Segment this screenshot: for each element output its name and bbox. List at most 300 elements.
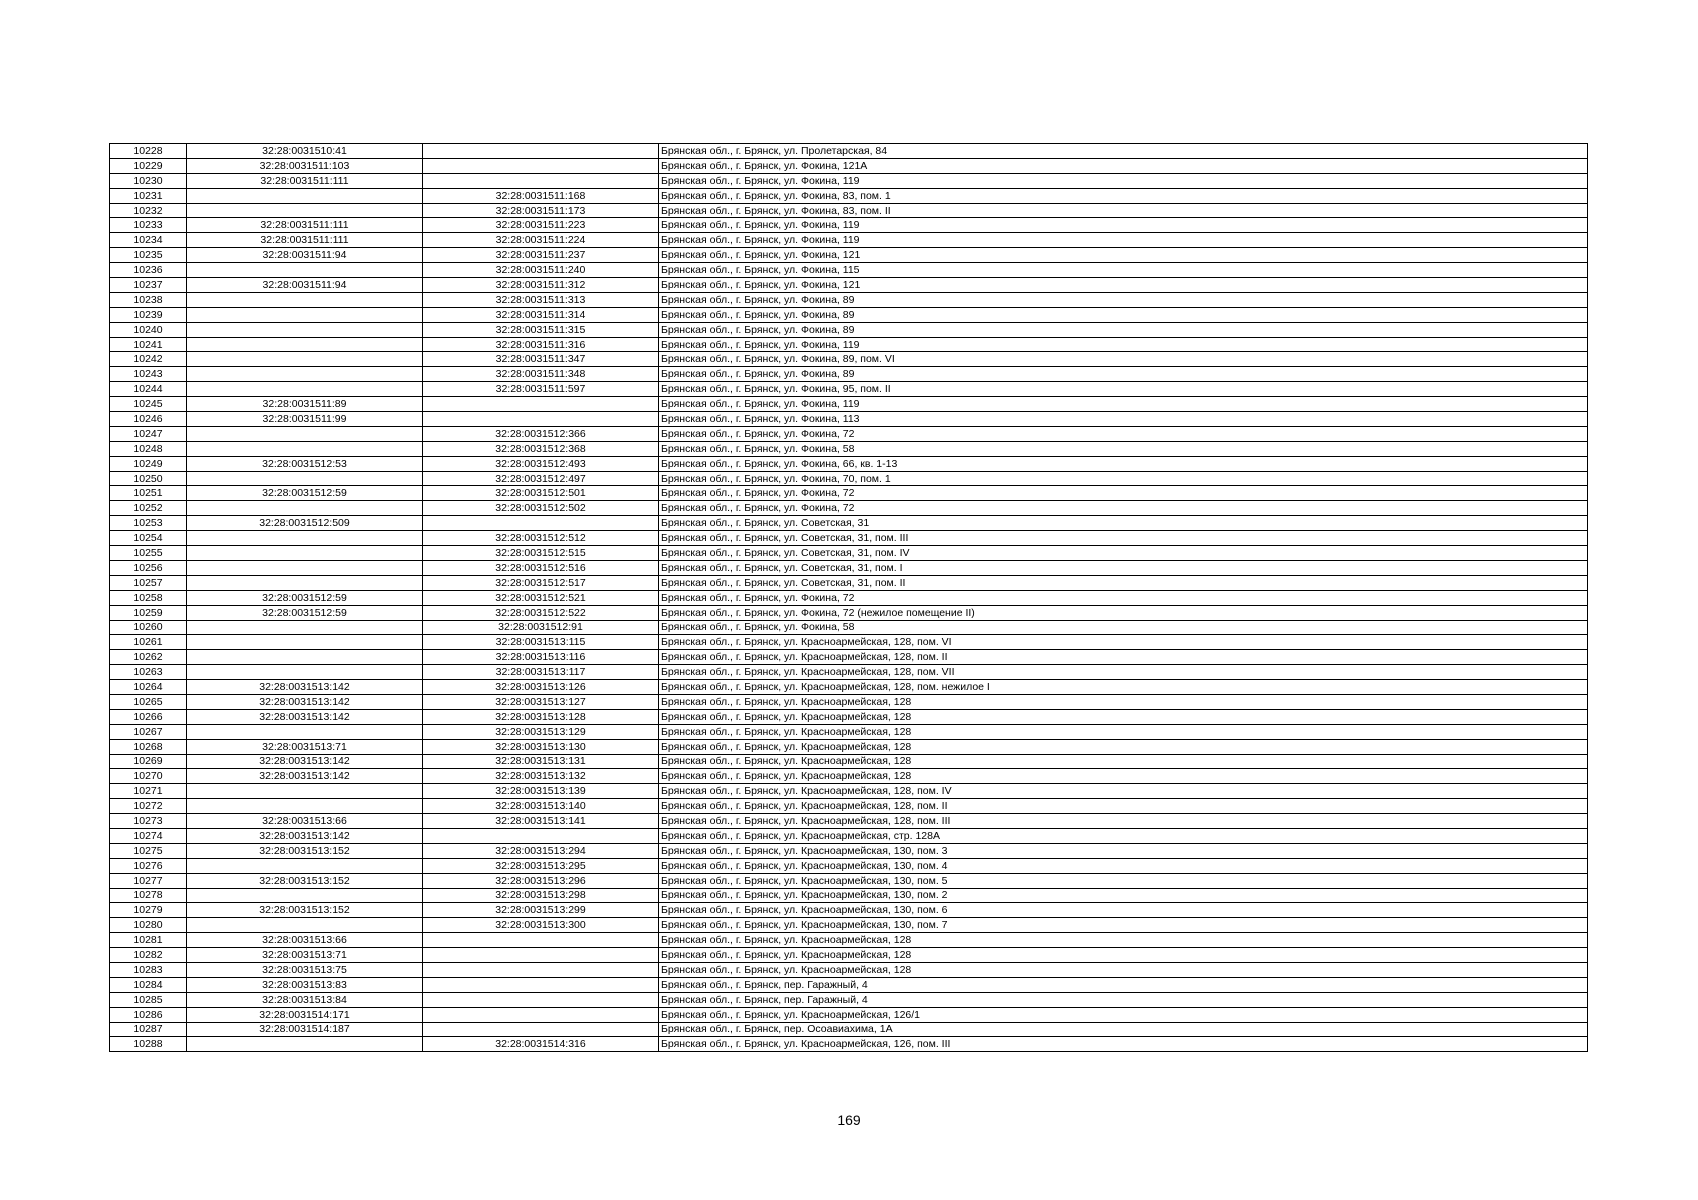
row-number-cell: 10242 [110, 352, 187, 367]
parent-cadastral-number-cell [187, 665, 423, 680]
address-cell: Брянская обл., г. Брянск, ул. Красноармейская, 128 [659, 709, 1588, 724]
table-row [110, 977, 1588, 992]
address-cell: Брянская обл., г. Брянск, ул. Красноармейская, 126, пом. III [659, 1037, 1588, 1052]
address-cell: Брянская обл., г. Брянск, ул. Советская, 31, пом. II [659, 575, 1588, 590]
table-row [110, 382, 1588, 397]
object-cadastral-number-cell: 32:28:0031513:141 [423, 814, 659, 829]
row-number-cell: 10271 [110, 784, 187, 799]
object-cadastral-number-cell [423, 1007, 659, 1022]
table-row [110, 799, 1588, 814]
address-cell: Брянская обл., г. Брянск, ул. Красноармейская, 128, пом. II [659, 799, 1588, 814]
object-cadastral-number-cell: 32:28:0031512:517 [423, 575, 659, 590]
parent-cadastral-number-cell: 32:28:0031513:142 [187, 694, 423, 709]
object-cadastral-number-cell [423, 992, 659, 1007]
address-cell: Брянская обл., г. Брянск, ул. Красноармейская, 128, пом. IV [659, 784, 1588, 799]
object-cadastral-number-cell: 32:28:0031511:316 [423, 337, 659, 352]
row-number-cell: 10259 [110, 605, 187, 620]
address-cell: Брянская обл., г. Брянск, ул. Красноармейская, 130, пом. 5 [659, 873, 1588, 888]
address-cell: Брянская обл., г. Брянск, ул. Красноармейская, 128 [659, 754, 1588, 769]
row-number-cell: 10282 [110, 948, 187, 963]
table-row [110, 814, 1588, 829]
object-cadastral-number-cell: 32:28:0031512:91 [423, 620, 659, 635]
object-cadastral-number-cell: 32:28:0031511:237 [423, 248, 659, 263]
object-cadastral-number-cell: 32:28:0031511:224 [423, 233, 659, 248]
table-row [110, 620, 1588, 635]
object-cadastral-number-cell: 32:28:0031512:497 [423, 471, 659, 486]
row-number-cell: 10234 [110, 233, 187, 248]
address-cell: Брянская обл., г. Брянск, ул. Фокина, 89 [659, 367, 1588, 382]
address-cell: Брянская обл., г. Брянск, пер. Гаражный, 4 [659, 977, 1588, 992]
parent-cadastral-number-cell [187, 337, 423, 352]
object-cadastral-number-cell [423, 828, 659, 843]
address-cell: Брянская обл., г. Брянск, ул. Фокина, 58 [659, 441, 1588, 456]
address-cell: Брянская обл., г. Брянск, ул. Красноармейская, 128 [659, 694, 1588, 709]
parent-cadastral-number-cell [187, 560, 423, 575]
object-cadastral-number-cell [423, 933, 659, 948]
object-cadastral-number-cell: 32:28:0031512:501 [423, 486, 659, 501]
parent-cadastral-number-cell [187, 635, 423, 650]
parent-cadastral-number-cell [187, 322, 423, 337]
address-cell: Брянская обл., г. Брянск, ул. Красноармейская, 130, пом. 4 [659, 858, 1588, 873]
row-number-cell: 10257 [110, 575, 187, 590]
object-cadastral-number-cell: 32:28:0031511:348 [423, 367, 659, 382]
address-cell: Брянская обл., г. Брянск, ул. Красноармейская, 128 [659, 933, 1588, 948]
table-row [110, 918, 1588, 933]
object-cadastral-number-cell: 32:28:0031511:223 [423, 218, 659, 233]
table-row [110, 560, 1588, 575]
row-number-cell: 10243 [110, 367, 187, 382]
row-number-cell: 10286 [110, 1007, 187, 1022]
address-cell: Брянская обл., г. Брянск, ул. Фокина, 89, пом. VI [659, 352, 1588, 367]
object-cadastral-number-cell: 32:28:0031512:493 [423, 456, 659, 471]
table-row [110, 680, 1588, 695]
table-row [110, 367, 1588, 382]
address-cell: Брянская обл., г. Брянск, ул. Советская, 31, пом. IV [659, 546, 1588, 561]
parent-cadastral-number-cell: 32:28:0031512:53 [187, 456, 423, 471]
object-cadastral-number-cell: 32:28:0031513:127 [423, 694, 659, 709]
address-cell: Брянская обл., г. Брянск, ул. Красноармейская, 128 [659, 739, 1588, 754]
table-row [110, 203, 1588, 218]
parent-cadastral-number-cell [187, 471, 423, 486]
table-row [110, 590, 1588, 605]
parent-cadastral-number-cell: 32:28:0031511:103 [187, 158, 423, 173]
table-row [110, 501, 1588, 516]
table-row [110, 665, 1588, 680]
parent-cadastral-number-cell [187, 382, 423, 397]
parent-cadastral-number-cell: 32:28:0031512:59 [187, 486, 423, 501]
table-row [110, 1022, 1588, 1037]
address-cell: Брянская обл., г. Брянск, ул. Фокина, 72 [659, 590, 1588, 605]
table-row [110, 531, 1588, 546]
object-cadastral-number-cell: 32:28:0031511:168 [423, 188, 659, 203]
row-number-cell: 10281 [110, 933, 187, 948]
table-row [110, 218, 1588, 233]
object-cadastral-number-cell: 32:28:0031513:300 [423, 918, 659, 933]
object-cadastral-number-cell: 32:28:0031511:597 [423, 382, 659, 397]
row-number-cell: 10255 [110, 546, 187, 561]
table-row [110, 426, 1588, 441]
table-row [110, 605, 1588, 620]
register-table-body [110, 144, 1588, 1052]
row-number-cell: 10228 [110, 144, 187, 159]
row-number-cell: 10263 [110, 665, 187, 680]
parent-cadastral-number-cell [187, 888, 423, 903]
object-cadastral-number-cell: 32:28:0031513:132 [423, 769, 659, 784]
row-number-cell: 10277 [110, 873, 187, 888]
parent-cadastral-number-cell [187, 784, 423, 799]
table-row [110, 873, 1588, 888]
parent-cadastral-number-cell: 32:28:0031511:99 [187, 412, 423, 427]
parent-cadastral-number-cell [187, 620, 423, 635]
address-cell: Брянская обл., г. Брянск, ул. Фокина, 72 [659, 501, 1588, 516]
object-cadastral-number-cell: 32:28:0031511:173 [423, 203, 659, 218]
row-number-cell: 10272 [110, 799, 187, 814]
object-cadastral-number-cell: 32:28:0031511:315 [423, 322, 659, 337]
address-cell: Брянская обл., г. Брянск, ул. Советская, 31, пом. I [659, 560, 1588, 575]
address-cell: Брянская обл., г. Брянск, ул. Красноармейская, 130, пом. 7 [659, 918, 1588, 933]
object-cadastral-number-cell [423, 173, 659, 188]
address-cell: Брянская обл., г. Брянск, ул. Красноармейская, 130, пом. 6 [659, 903, 1588, 918]
address-cell: Брянская обл., г. Брянск, ул. Фокина, 115 [659, 263, 1588, 278]
row-number-cell: 10273 [110, 814, 187, 829]
object-cadastral-number-cell [423, 948, 659, 963]
table-row [110, 635, 1588, 650]
row-number-cell: 10230 [110, 173, 187, 188]
row-number-cell: 10241 [110, 337, 187, 352]
address-cell: Брянская обл., г. Брянск, ул. Фокина, 72 [659, 486, 1588, 501]
address-cell: Брянская обл., г. Брянск, ул. Фокина, 70, пом. 1 [659, 471, 1588, 486]
row-number-cell: 10275 [110, 843, 187, 858]
parent-cadastral-number-cell: 32:28:0031513:142 [187, 709, 423, 724]
address-cell: Брянская обл., г. Брянск, ул. Красноармейская, 128 [659, 948, 1588, 963]
address-cell: Брянская обл., г. Брянск, ул. Фокина, 119 [659, 218, 1588, 233]
address-cell: Брянская обл., г. Брянск, ул. Фокина, 119 [659, 337, 1588, 352]
object-cadastral-number-cell: 32:28:0031513:299 [423, 903, 659, 918]
table-row [110, 962, 1588, 977]
parent-cadastral-number-cell [187, 203, 423, 218]
row-number-cell: 10260 [110, 620, 187, 635]
row-number-cell: 10247 [110, 426, 187, 441]
object-cadastral-number-cell: 32:28:0031512:368 [423, 441, 659, 456]
page-number: 169 [837, 1112, 861, 1128]
object-cadastral-number-cell: 32:28:0031512:502 [423, 501, 659, 516]
object-cadastral-number-cell [423, 412, 659, 427]
object-cadastral-number-cell: 32:28:0031512:366 [423, 426, 659, 441]
object-cadastral-number-cell: 32:28:0031513:115 [423, 635, 659, 650]
address-cell: Брянская обл., г. Брянск, ул. Советская, 31, пом. III [659, 531, 1588, 546]
row-number-cell: 10270 [110, 769, 187, 784]
parent-cadastral-number-cell [187, 799, 423, 814]
table-row [110, 709, 1588, 724]
parent-cadastral-number-cell [187, 292, 423, 307]
parent-cadastral-number-cell [187, 188, 423, 203]
parent-cadastral-number-cell: 32:28:0031511:111 [187, 218, 423, 233]
parent-cadastral-number-cell [187, 531, 423, 546]
table-row [110, 933, 1588, 948]
table-row [110, 828, 1588, 843]
object-cadastral-number-cell: 32:28:0031511:240 [423, 263, 659, 278]
address-cell: Брянская обл., г. Брянск, ул. Фокина, 58 [659, 620, 1588, 635]
object-cadastral-number-cell: 32:28:0031511:347 [423, 352, 659, 367]
object-cadastral-number-cell: 32:28:0031512:515 [423, 546, 659, 561]
table-row [110, 352, 1588, 367]
address-cell: Брянская обл., г. Брянск, ул. Фокина, 72 [659, 426, 1588, 441]
parent-cadastral-number-cell: 32:28:0031513:84 [187, 992, 423, 1007]
parent-cadastral-number-cell: 32:28:0031514:171 [187, 1007, 423, 1022]
address-cell: Брянская обл., г. Брянск, ул. Красноармейская, 128 [659, 962, 1588, 977]
address-cell: Брянская обл., г. Брянск, ул. Фокина, 121 [659, 248, 1588, 263]
cadastral-register-table [109, 143, 1588, 1052]
table-row [110, 486, 1588, 501]
table-row [110, 888, 1588, 903]
row-number-cell: 10262 [110, 650, 187, 665]
row-number-cell: 10244 [110, 382, 187, 397]
address-cell: Брянская обл., г. Брянск, ул. Фокина, 121А [659, 158, 1588, 173]
row-number-cell: 10256 [110, 560, 187, 575]
parent-cadastral-number-cell: 32:28:0031514:187 [187, 1022, 423, 1037]
object-cadastral-number-cell: 32:28:0031513:128 [423, 709, 659, 724]
address-cell: Брянская обл., г. Брянск, ул. Фокина, 72 (нежилое помещение II) [659, 605, 1588, 620]
object-cadastral-number-cell: 32:28:0031513:139 [423, 784, 659, 799]
table-row [110, 1037, 1588, 1052]
object-cadastral-number-cell: 32:28:0031514:316 [423, 1037, 659, 1052]
parent-cadastral-number-cell [187, 441, 423, 456]
row-number-cell: 10246 [110, 412, 187, 427]
row-number-cell: 10238 [110, 292, 187, 307]
table-row [110, 694, 1588, 709]
object-cadastral-number-cell: 32:28:0031511:312 [423, 278, 659, 293]
address-cell: Брянская обл., г. Брянск, ул. Фокина, 95, пом. II [659, 382, 1588, 397]
row-number-cell: 10245 [110, 397, 187, 412]
row-number-cell: 10231 [110, 188, 187, 203]
object-cadastral-number-cell: 32:28:0031512:521 [423, 590, 659, 605]
parent-cadastral-number-cell [187, 918, 423, 933]
address-cell: Брянская обл., г. Брянск, ул. Фокина, 83, пом. 1 [659, 188, 1588, 203]
parent-cadastral-number-cell [187, 858, 423, 873]
table-row [110, 724, 1588, 739]
parent-cadastral-number-cell: 32:28:0031513:142 [187, 769, 423, 784]
object-cadastral-number-cell: 32:28:0031513:296 [423, 873, 659, 888]
table-row [110, 248, 1588, 263]
parent-cadastral-number-cell: 32:28:0031513:142 [187, 680, 423, 695]
row-number-cell: 10283 [110, 962, 187, 977]
parent-cadastral-number-cell: 32:28:0031512:59 [187, 605, 423, 620]
table-row [110, 322, 1588, 337]
parent-cadastral-number-cell [187, 501, 423, 516]
object-cadastral-number-cell: 32:28:0031512:522 [423, 605, 659, 620]
address-cell: Брянская обл., г. Брянск, ул. Фокина, 89 [659, 292, 1588, 307]
parent-cadastral-number-cell [187, 352, 423, 367]
row-number-cell: 10261 [110, 635, 187, 650]
object-cadastral-number-cell: 32:28:0031513:126 [423, 680, 659, 695]
address-cell: Брянская обл., г. Брянск, ул. Фокина, 119 [659, 397, 1588, 412]
parent-cadastral-number-cell: 32:28:0031511:94 [187, 248, 423, 263]
object-cadastral-number-cell [423, 962, 659, 977]
parent-cadastral-number-cell: 32:28:0031513:66 [187, 814, 423, 829]
object-cadastral-number-cell [423, 158, 659, 173]
table-row [110, 784, 1588, 799]
object-cadastral-number-cell [423, 144, 659, 159]
address-cell: Брянская обл., г. Брянск, ул. Красноармейская, 128, пом. VII [659, 665, 1588, 680]
parent-cadastral-number-cell [187, 367, 423, 382]
object-cadastral-number-cell [423, 397, 659, 412]
row-number-cell: 10240 [110, 322, 187, 337]
object-cadastral-number-cell: 32:28:0031511:314 [423, 307, 659, 322]
object-cadastral-number-cell: 32:28:0031513:295 [423, 858, 659, 873]
parent-cadastral-number-cell: 32:28:0031513:152 [187, 843, 423, 858]
object-cadastral-number-cell: 32:28:0031513:298 [423, 888, 659, 903]
row-number-cell: 10237 [110, 278, 187, 293]
address-cell: Брянская обл., г. Брянск, ул. Красноармейская, 128, пом. VI [659, 635, 1588, 650]
table-row [110, 292, 1588, 307]
object-cadastral-number-cell [423, 1022, 659, 1037]
table-row [110, 1007, 1588, 1022]
row-number-cell: 10280 [110, 918, 187, 933]
table-row [110, 858, 1588, 873]
parent-cadastral-number-cell [187, 575, 423, 590]
row-number-cell: 10267 [110, 724, 187, 739]
table-row [110, 307, 1588, 322]
object-cadastral-number-cell: 32:28:0031513:130 [423, 739, 659, 754]
row-number-cell: 10249 [110, 456, 187, 471]
parent-cadastral-number-cell [187, 724, 423, 739]
address-cell: Брянская обл., г. Брянск, ул. Красноармейская, 128 [659, 769, 1588, 784]
address-cell: Брянская обл., г. Брянск, ул. Пролетарская, 84 [659, 144, 1588, 159]
address-cell: Брянская обл., г. Брянск, ул. Красноармейская, 126/1 [659, 1007, 1588, 1022]
parent-cadastral-number-cell [187, 307, 423, 322]
parent-cadastral-number-cell: 32:28:0031513:152 [187, 903, 423, 918]
row-number-cell: 10229 [110, 158, 187, 173]
table-row [110, 158, 1588, 173]
row-number-cell: 10288 [110, 1037, 187, 1052]
table-row [110, 397, 1588, 412]
object-cadastral-number-cell: 32:28:0031513:116 [423, 650, 659, 665]
row-number-cell: 10253 [110, 516, 187, 531]
row-number-cell: 10279 [110, 903, 187, 918]
table-row [110, 263, 1588, 278]
address-cell: Брянская обл., г. Брянск, ул. Красноармейская, стр. 128А [659, 828, 1588, 843]
row-number-cell: 10251 [110, 486, 187, 501]
parent-cadastral-number-cell: 32:28:0031513:66 [187, 933, 423, 948]
row-number-cell: 10258 [110, 590, 187, 605]
table-row [110, 188, 1588, 203]
table-row [110, 739, 1588, 754]
row-number-cell: 10285 [110, 992, 187, 1007]
parent-cadastral-number-cell [187, 263, 423, 278]
parent-cadastral-number-cell: 32:28:0031512:509 [187, 516, 423, 531]
parent-cadastral-number-cell: 32:28:0031512:59 [187, 590, 423, 605]
parent-cadastral-number-cell: 32:28:0031513:142 [187, 828, 423, 843]
address-cell: Брянская обл., г. Брянск, ул. Красноармейская, 128, пом. II [659, 650, 1588, 665]
object-cadastral-number-cell: 32:28:0031511:313 [423, 292, 659, 307]
address-cell: Брянская обл., г. Брянск, ул. Фокина, 119 [659, 173, 1588, 188]
parent-cadastral-number-cell: 32:28:0031511:89 [187, 397, 423, 412]
parent-cadastral-number-cell [187, 650, 423, 665]
table-row [110, 173, 1588, 188]
address-cell: Брянская обл., г. Брянск, ул. Красноармейская, 130, пом. 2 [659, 888, 1588, 903]
parent-cadastral-number-cell [187, 426, 423, 441]
table-row [110, 471, 1588, 486]
address-cell: Брянская обл., г. Брянск, ул. Красноармейская, 128, пом. III [659, 814, 1588, 829]
parent-cadastral-number-cell: 32:28:0031513:142 [187, 754, 423, 769]
parent-cadastral-number-cell [187, 1037, 423, 1052]
row-number-cell: 10254 [110, 531, 187, 546]
table-row [110, 412, 1588, 427]
parent-cadastral-number-cell [187, 546, 423, 561]
row-number-cell: 10265 [110, 694, 187, 709]
row-number-cell: 10268 [110, 739, 187, 754]
table-row [110, 546, 1588, 561]
row-number-cell: 10236 [110, 263, 187, 278]
row-number-cell: 10284 [110, 977, 187, 992]
table-row [110, 769, 1588, 784]
table-row [110, 843, 1588, 858]
row-number-cell: 10233 [110, 218, 187, 233]
address-cell: Брянская обл., г. Брянск, ул. Фокина, 119 [659, 233, 1588, 248]
object-cadastral-number-cell: 32:28:0031513:131 [423, 754, 659, 769]
row-number-cell: 10248 [110, 441, 187, 456]
row-number-cell: 10266 [110, 709, 187, 724]
row-number-cell: 10287 [110, 1022, 187, 1037]
table-row [110, 903, 1588, 918]
row-number-cell: 10274 [110, 828, 187, 843]
row-number-cell: 10239 [110, 307, 187, 322]
object-cadastral-number-cell: 32:28:0031513:294 [423, 843, 659, 858]
table-row [110, 575, 1588, 590]
row-number-cell: 10235 [110, 248, 187, 263]
address-cell: Брянская обл., г. Брянск, ул. Фокина, 113 [659, 412, 1588, 427]
parent-cadastral-number-cell: 32:28:0031513:71 [187, 948, 423, 963]
table-row [110, 278, 1588, 293]
address-cell: Брянская обл., г. Брянск, ул. Красноармейская, 128 [659, 724, 1588, 739]
table-row [110, 337, 1588, 352]
object-cadastral-number-cell: 32:28:0031512:516 [423, 560, 659, 575]
table-row [110, 144, 1588, 159]
address-cell: Брянская обл., г. Брянск, пер. Осоавиахима, 1А [659, 1022, 1588, 1037]
address-cell: Брянская обл., г. Брянск, ул. Советская, 31 [659, 516, 1588, 531]
parent-cadastral-number-cell: 32:28:0031513:83 [187, 977, 423, 992]
parent-cadastral-number-cell: 32:28:0031510:41 [187, 144, 423, 159]
row-number-cell: 10276 [110, 858, 187, 873]
parent-cadastral-number-cell: 32:28:0031511:94 [187, 278, 423, 293]
table-row [110, 948, 1588, 963]
parent-cadastral-number-cell: 32:28:0031513:152 [187, 873, 423, 888]
object-cadastral-number-cell: 32:28:0031513:129 [423, 724, 659, 739]
table-row [110, 754, 1588, 769]
address-cell: Брянская обл., г. Брянск, ул. Фокина, 83, пом. II [659, 203, 1588, 218]
parent-cadastral-number-cell: 32:28:0031511:111 [187, 233, 423, 248]
address-cell: Брянская обл., г. Брянск, ул. Фокина, 89 [659, 307, 1588, 322]
address-cell: Брянская обл., г. Брянск, ул. Фокина, 66, кв. 1-13 [659, 456, 1588, 471]
address-cell: Брянская обл., г. Брянск, пер. Гаражный, 4 [659, 992, 1588, 1007]
parent-cadastral-number-cell: 32:28:0031513:75 [187, 962, 423, 977]
object-cadastral-number-cell [423, 977, 659, 992]
table-row [110, 233, 1588, 248]
row-number-cell: 10278 [110, 888, 187, 903]
table-row [110, 456, 1588, 471]
row-number-cell: 10264 [110, 680, 187, 695]
row-number-cell: 10250 [110, 471, 187, 486]
parent-cadastral-number-cell: 32:28:0031513:71 [187, 739, 423, 754]
parent-cadastral-number-cell: 32:28:0031511:111 [187, 173, 423, 188]
table-row [110, 441, 1588, 456]
row-number-cell: 10252 [110, 501, 187, 516]
row-number-cell: 10269 [110, 754, 187, 769]
object-cadastral-number-cell [423, 516, 659, 531]
address-cell: Брянская обл., г. Брянск, ул. Красноармейская, 128, пом. нежилое I [659, 680, 1588, 695]
address-cell: Брянская обл., г. Брянск, ул. Фокина, 121 [659, 278, 1588, 293]
table-row [110, 516, 1588, 531]
